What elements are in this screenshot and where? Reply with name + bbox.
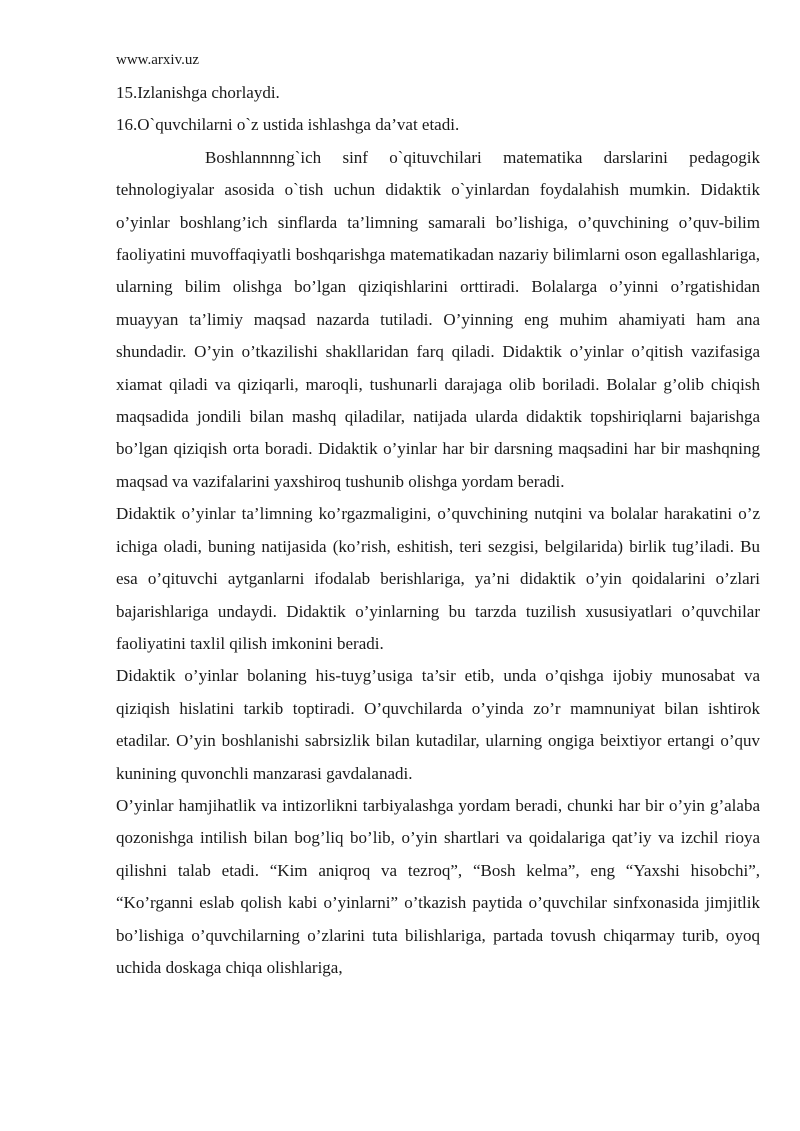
paragraph-3: Didaktik o’yinlar bolaning his-tuyg’usiga ta’sir etib, unda o’qishga ijobiy munosabat va qiziqish hislatini tarkib toptiradi. O’quvchilarda o’yinda zo’r mamnuniyat bilan ishtirok etadilar. O’yin boshlanishi sabrsizlik bilan kutadilar, ularning ongiga beixtiyor ertangi o’quv kunining quvonchli manzarasi gavdalanadi.	[116, 666, 760, 783]
list-item-16: 16.O`quvchilarni o`z ustida ishlashga da’vat etadi.	[116, 115, 460, 135]
site-header: www.arxiv.uz	[116, 52, 200, 68]
list-item-15: 15.Izlanishga chorlaydi.	[116, 83, 280, 102]
paragraph-2: Didaktik o’yinlar ta’limning ko’rgazmaligini, o’quvchining nutqini va bolalar harakatini o’z ichiga oladi, buning natijasida (ko’rish, eshitish, teri sezgisi, belgilarida) birlik tug’iladi. Bu esa o’qituvchi aytganlarni ifodalab berishlariga, ya’ni didaktik o’yin qoidalarini o’zlari bajarishlariga undaydi. Didaktik o’yinlarning bu tarzda tuzilish xususiyatlari o’quvchilar faoliyatini taxlil qilish imkonini beradi.	[116, 504, 760, 653]
document-page	[116, 50, 760, 984]
paragraph-4: O’yinlar hamjihatlik va intizorlikni tarbiyalashga yordam beradi, chunki har bir o’yin g’alaba qozonishga intilish bilan bog’liq bo’lib, o’yin shartlari va qoidalariga qat’iy va izchil rioya qilishni talab etadi. “Kim aniqroq va tezroq”, “Bosh kelma”, eng “Yaxshi hisobchi”, “Ko’rganni eslab qolish kabi o’yinlarni” o’tkazish paytida o’quvchilar sinfxonasida jimjitlik bo’lishiga o’quvchilarning o’zlarini tuta bilishlariga, partada tovush chiqarmay turib, oyoq uchida doskaga chiqa olishlariga,	[116, 795, 760, 977]
paragraph-1: Boshlannnng`ich sinf o`qituvchilari matematika darslarini pedagogik tehnologiyalar asosida o`tish uchun didaktik o`yinlardan foydalahish mumkin. Didaktik o’yinlar boshlang’ich sinflarda ta’limning samarali bo’lishiga, o’quvchining o’quv-bilim faoliyatini muvoffaqiyatli boshqarishga matematikadan nazariy bilimlarni oson egallashlariga, ularning bilim olishga bo’lgan qiziqishlarini orttiradi. Bolalarga o’yinni o’rgatishidan muayyan ta’limiy maqsad nazarda tutiladi. O’yinning eng muhim ahamiyati ham ana shundadir. O’yin o’tkazilishi shakllaridan farq qiladi. Didaktik o’yinlar o’qitish vazifasiga xiamat qiladi va qiziqarli, maroqli, tushunarli darajaga olib boriladi. Bolalar g’olib chiqish maqsadida jondili bilan mashq qiladilar, natijada ularda didaktik topshiriqlarni bajarishga bo’lgan qiziqish orta boradi. Didaktik o’yinlar har bir darsning maqsadini har bir mashqning maqsad va vazifalarini yaxshiroq tushunib olishga yordam beradi.	[116, 147, 760, 491]
